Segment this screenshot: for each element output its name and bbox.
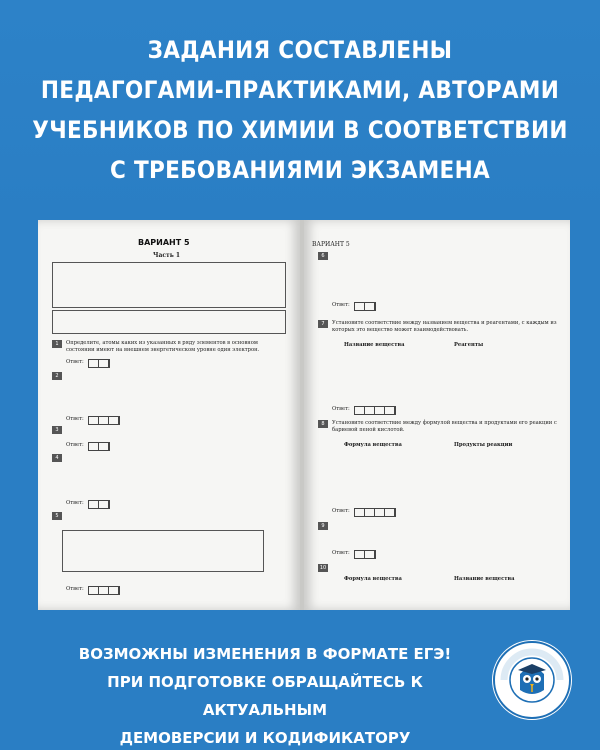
task-number: 1 — [52, 340, 62, 348]
task-text: Установите соответствие между названием вещества и реагентами, с каждым из которых это вещество может взаимодействовать. — [332, 320, 557, 333]
answer-label: Ответ: — [66, 500, 84, 506]
column-header: Название вещества — [454, 576, 515, 582]
task-number: 2 — [52, 372, 62, 380]
answer-cells — [88, 586, 120, 595]
answer-cells — [88, 359, 110, 368]
elements-box — [52, 310, 286, 334]
answer-label: Ответ: — [332, 302, 350, 308]
column-header: Реагенты — [454, 342, 484, 348]
task-number: 10 — [319, 565, 327, 571]
exam-notice — [50, 640, 480, 752]
answer-label: Ответ: — [332, 508, 350, 514]
part-title: Часть 1 — [153, 252, 181, 259]
answer-cells — [354, 302, 376, 311]
task-number: 4 — [52, 454, 62, 462]
answer-cells — [354, 508, 396, 517]
notice-line-1: ВОЗМОЖНЫ ИЗМЕНЕНИЯ В ФОРМАТЕ ЕГЭ! — [78, 645, 452, 663]
formula-table — [62, 530, 264, 572]
open-book-photo — [38, 220, 570, 610]
headline-line-2: ПЕДАГОГАМИ-ПРАКТИКАМИ, АВТОРАМИ — [40, 76, 560, 104]
task-number: 8 — [318, 420, 328, 428]
answer-cells — [88, 500, 110, 509]
column-header: Продукты реакции — [454, 442, 513, 448]
answer-label: Ответ: — [66, 359, 84, 365]
book-right-page — [304, 220, 570, 610]
answer-cells — [354, 550, 376, 559]
variant-title: ВАРИАНТ 5 — [138, 238, 190, 247]
answer-cells — [354, 406, 396, 415]
answer-cells — [88, 416, 120, 425]
column-header: Название вещества — [344, 342, 405, 348]
task-number: 9 — [318, 522, 328, 530]
headline-line-1: ЗАДАНИЯ СОСТАВЛЕНЫ — [147, 36, 453, 64]
owl-emblem-icon — [492, 640, 572, 720]
book-left-page — [38, 220, 300, 610]
task-text: Определите, атомы каких из указанных в ряду элементов в основном состоянии имеют на внешнем энергетическом уровне один электрон. — [66, 340, 260, 353]
instructions-box — [52, 262, 286, 308]
answer-cells — [88, 442, 110, 451]
page-header: ВАРИАНТ 5 — [312, 241, 350, 248]
headline-line-3: УЧЕБНИКОВ ПО ХИМИИ В СООТВЕТСТВИИ — [32, 116, 568, 144]
task-number: 3 — [52, 426, 62, 434]
notice-line-2: ПРИ ПОДГОТОВКЕ ОБРАЩАЙТЕСЬ К АКТУАЛЬНЫМ — [107, 673, 423, 719]
column-header: Формула вещества — [344, 442, 402, 448]
answer-label: Ответ: — [66, 416, 84, 422]
answer-label: Ответ: — [332, 406, 350, 412]
notice-line-3: ДЕМОВЕРСИИ И КОДИФИКАТОРУ — [119, 729, 411, 747]
headline-line-4: С ТРЕБОВАНИЯМИ ЭКЗАМЕНА — [110, 156, 490, 184]
task-number: 5 — [52, 512, 62, 520]
answer-label: Ответ: — [66, 586, 84, 592]
answer-label: Ответ: — [332, 550, 350, 556]
headline — [30, 30, 570, 190]
task-number: 6 — [318, 252, 328, 260]
publisher-logo — [492, 640, 572, 720]
column-header: Формула вещества — [344, 576, 402, 582]
task-text: Установите соответствие между формулой вещества и продуктами его реакции с бариевой пеной кислотой. — [332, 420, 557, 433]
task-number: 7 — [318, 320, 328, 328]
answer-label: Ответ: — [66, 442, 84, 448]
